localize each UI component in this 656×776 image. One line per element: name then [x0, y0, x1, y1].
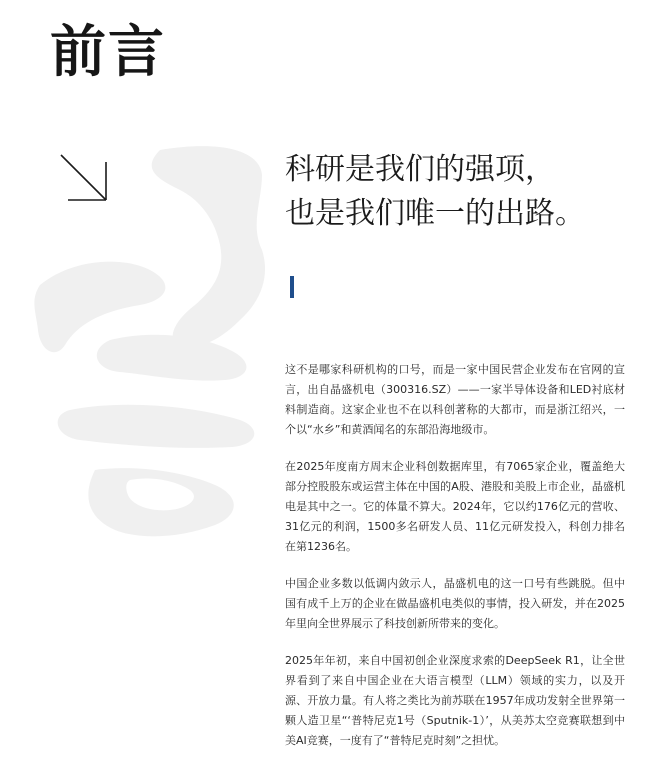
paragraph-2: 在2025年度南方周末企业科创数据库里，有7065家企业，覆盖绝大部分控股股东或运营主体在中国的A股、港股和美股上市企业，晶盛机电是其中之一。它的体量不算大。2024年，它以约176亿元的营收、31亿元的利润，1500多名研发人员、11亿元研发投入，科创力排名在第1236名。: [285, 460, 625, 553]
paragraph-4: 2025年年初，来自中国初创企业深度求索的DeepSeek R1，让全世界看到了来自中国企业在大语言模型（LLM）领域的实力，以及开源、开放力量。有人将之类比为前苏联在1957年成功发射全世界第一颗人造卫星“‘普特尼克1号（Sputnik-1）’，从美苏太空竞赛联想到中美AI竞赛，一度有了“普特尼克时刻”之担忧。: [285, 654, 625, 747]
accent-bar: [290, 276, 294, 298]
paragraph-3: 中国企业多数以低调内敛示人，晶盛机电的这一口号有些跳脱。但中国有成千上万的企业在做晶盛机电类似的事情，投入研发，并在2025年里向全世界展示了科技创新所带来的变化。: [285, 577, 625, 630]
headline-line-2: 也是我们唯一的出路。: [285, 196, 585, 231]
page-title: 前言: [50, 20, 166, 85]
arrow-down-right-icon: [58, 152, 110, 204]
headline: [285, 148, 645, 236]
paragraph-1: 这不是哪家科研机构的口号，而是一家中国民营企业发布在官网的宣言，出自晶盛机电（300316.SZ）——一家半导体设备和LED衬底材料制造商。这家企业也不在以科创著称的大都市，而是浙江绍兴，一个以“水乡”和黄酒闻名的东部沿海地级市。: [285, 363, 625, 436]
headline-line-1: 科研是我们的强项，: [285, 152, 555, 187]
body-text: [285, 360, 625, 768]
